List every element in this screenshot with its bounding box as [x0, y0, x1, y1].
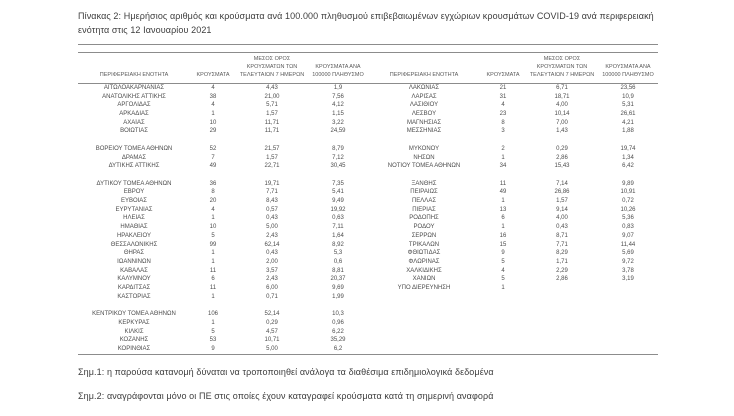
table-row — [78, 154, 658, 163]
avg7-cell: 0,29 — [266, 319, 278, 326]
covid-table-body — [78, 83, 658, 354]
per100k-cell: 9,72 — [622, 258, 634, 265]
region-name-cell: ΗΛΕΙΑΣ — [123, 215, 145, 222]
avg7-cell: 62,14 — [264, 241, 280, 248]
cases-cell: 34 — [499, 163, 507, 170]
per100k-cell: 3,22 — [332, 119, 344, 126]
avg7-cell: 2,43 — [266, 232, 278, 239]
table-row — [78, 197, 658, 206]
per100k-cell: 3,78 — [622, 267, 634, 274]
avg7-cell: 4,57 — [266, 328, 278, 335]
region-name-cell: ΚΙΛΚΙΣ — [124, 328, 144, 335]
cases-cell: 1 — [501, 285, 505, 292]
cases-cell — [190, 301, 236, 310]
avg7-cell — [526, 171, 598, 180]
avg7-cell: 2,86 — [556, 154, 568, 161]
table-row — [78, 127, 658, 136]
per100k-cell: 0,72 — [622, 198, 634, 205]
cases-cell — [480, 310, 526, 319]
cases-cell: 1 — [211, 319, 215, 326]
cases-cell: 4 — [501, 102, 505, 109]
avg7-cell: 7,14 — [556, 180, 568, 187]
cases-cell — [190, 136, 236, 145]
region-name-cell: ΛΑΡΙΣΑΣ — [411, 93, 437, 100]
cases-cell: 6 — [501, 215, 505, 222]
avg7-cell — [526, 328, 598, 337]
avg7-cell — [236, 171, 308, 180]
per100k-cell: 1,9 — [333, 84, 343, 91]
per100k-cell: 5,31 — [622, 102, 634, 109]
per100k-cell: 8,92 — [332, 241, 344, 248]
cases-cell: 11 — [209, 285, 217, 292]
per100k-cell: 1,15 — [332, 111, 344, 118]
avg7-cell: 8,71 — [556, 232, 568, 239]
avg7-cell: 11,71 — [264, 128, 280, 135]
per100k-cell: 0,83 — [622, 224, 634, 231]
region-name-cell: ΕΥΒΟΙΑΣ — [120, 198, 148, 205]
per100k-cell: 24,59 — [330, 128, 346, 135]
table-row — [78, 206, 658, 215]
region-name-cell: ΜΕΣΣΗΝΙΑΣ — [406, 128, 442, 135]
avg7-cell — [526, 284, 598, 293]
cases-cell: 8 — [211, 189, 215, 196]
per100k-cell: 6,42 — [622, 163, 634, 170]
region-name-cell: ΘΗΡΑΣ — [123, 250, 145, 257]
avg7-cell: 11,71 — [264, 119, 280, 126]
region-name-cell: ΗΡΑΚΛΕΙΟΥ — [116, 232, 152, 239]
cases-cell: 2 — [501, 145, 505, 152]
region-name-cell: ΚΑΛΥΜΝΟΥ — [117, 276, 151, 283]
region-name-cell: ΑΧΑΪΑΣ — [123, 119, 145, 126]
region-name-cell: ΡΟΔΟΥ — [413, 224, 435, 231]
cases-cell: 9 — [501, 250, 505, 257]
cases-cell: 6 — [211, 276, 215, 283]
region-name-cell — [368, 136, 480, 145]
per100k-cell: 7,35 — [332, 180, 344, 187]
region-name-cell — [368, 328, 480, 337]
cases-cell: 4 — [501, 267, 505, 274]
cases-cell: 23 — [499, 111, 507, 118]
avg7-cell: 3,57 — [266, 267, 278, 274]
region-name-cell — [78, 171, 190, 180]
cases-cell — [480, 345, 526, 354]
per100k-cell — [598, 328, 658, 337]
avg7-cell: 5,71 — [266, 102, 278, 109]
avg7-cell: 8,43 — [266, 198, 278, 205]
cases-cell: 4 — [211, 206, 215, 213]
region-name-cell: ΡΟΔΟΠΗΣ — [409, 215, 439, 222]
avg7-cell: 7,00 — [556, 119, 568, 126]
avg7-cell: 9,14 — [556, 206, 568, 213]
avg7-cell: 4,00 — [556, 215, 568, 222]
region-name-cell: ΞΑΝΘΗΣ — [411, 180, 437, 187]
avg7-cell: 2,00 — [266, 258, 278, 265]
avg7-cell — [526, 136, 598, 145]
avg7-cell: 0,57 — [266, 206, 278, 213]
avg7-cell — [526, 345, 598, 354]
header-region-right: ΠΕΡΙΦΕΡΕΙΑΚΗ ΕΝΟΤΗΤΑ — [368, 53, 480, 84]
cases-cell: 8 — [501, 119, 505, 126]
header-cases-left: ΚΡΟΥΣΜΑΤΑ — [190, 53, 236, 84]
region-name-cell: ΗΜΑΘΙΑΣ — [120, 224, 148, 231]
cases-cell: 99 — [209, 241, 217, 248]
header-avg7-left: ΜΕΣΟΣ ΟΡΟΣ ΚΡΟΥΣΜΑΤΩΝ ΤΩΝ ΤΕΛΕΥΤΑΙΩΝ 7 ΗΜΕΡΩΝ — [236, 53, 308, 84]
per100k-cell: 4,12 — [332, 102, 344, 109]
header-cases-right: ΚΡΟΥΣΜΑΤΑ — [480, 53, 526, 84]
footnote-2: Σημ.2: αναγράφονται μόνο οι ΠΕ στις οποίες έχουν καταγραφεί κρούσματα κατά τη σημερινή αναφορά — [78, 390, 494, 401]
avg7-cell — [526, 319, 598, 328]
per100k-cell: 0,96 — [332, 319, 344, 326]
cases-cell: 31 — [499, 93, 507, 100]
avg7-cell: 7,71 — [556, 241, 568, 248]
per100k-cell: 7,12 — [332, 154, 344, 161]
cases-cell: 9 — [211, 346, 215, 352]
table-row — [78, 136, 658, 145]
table-row — [78, 328, 658, 337]
avg7-cell: 0,43 — [556, 224, 568, 231]
cases-cell: 49 — [209, 163, 217, 170]
avg7-cell: 1,71 — [556, 258, 568, 265]
cases-cell: 1 — [211, 293, 215, 300]
table-row — [78, 162, 658, 171]
cases-cell: 11 — [209, 267, 217, 274]
region-name-cell: ΔΡΑΜΑΣ — [121, 154, 147, 161]
table-row — [78, 241, 658, 250]
table-row — [78, 180, 658, 189]
avg7-cell: 2,43 — [266, 276, 278, 283]
cases-cell — [480, 336, 526, 345]
avg7-cell: 0,43 — [266, 215, 278, 222]
page-title: Πίνακας 2: Ημερήσιος αριθμός και κρούσματα ανά 100.000 πληθυσμού επιβεβαιωμένων εγχώριων κρουσμάτων COVID-19 ανά περιφερειακή ενότητα στις 12 Ιανουαρίου 2021 — [78, 11, 654, 35]
cases-cell: 5 — [501, 276, 505, 283]
region-name-cell: ΘΕΣΣΑΛΟΝΙΚΗΣ — [110, 241, 158, 248]
cases-cell — [480, 293, 526, 302]
cases-cell: 1 — [211, 111, 215, 118]
cases-cell — [480, 136, 526, 145]
avg7-cell: 0,43 — [266, 250, 278, 257]
region-name-cell: ΑΡΓΟΛΙΔΑΣ — [117, 102, 151, 109]
avg7-cell: 1,57 — [266, 111, 278, 118]
cases-cell: 15 — [499, 241, 507, 248]
header-per100k-left: ΚΡΟΥΣΜΑΤΑ ΑΝΑ 100000 ΠΛΗΘΥΣΜΟ — [308, 53, 368, 84]
cases-cell: 52 — [209, 145, 217, 152]
per100k-cell: 9,69 — [332, 285, 344, 292]
table-row — [78, 319, 658, 328]
per100k-cell: 7,56 — [332, 93, 344, 100]
region-name-cell: ΧΑΝΙΩΝ — [412, 276, 436, 283]
cases-cell: 1 — [501, 154, 505, 161]
per100k-cell: 9,49 — [332, 198, 344, 205]
cases-cell: 3 — [501, 128, 505, 135]
per100k-cell: 9,07 — [622, 232, 634, 239]
region-name-cell: ΣΕΡΡΩΝ — [411, 232, 437, 239]
per100k-cell: 0,63 — [332, 215, 344, 222]
table-row — [78, 301, 658, 310]
region-name-cell — [368, 301, 480, 310]
per100k-cell — [598, 293, 658, 302]
region-name-cell: ΠΕΙΡΑΙΩΣ — [410, 189, 438, 196]
cases-cell: 1 — [501, 198, 505, 205]
region-name-cell: ΛΑΚΩΝΙΑΣ — [408, 84, 440, 91]
per100k-cell: 20,37 — [330, 276, 346, 283]
region-name-cell: ΝΗΣΩΝ — [413, 154, 435, 161]
avg7-cell — [526, 336, 598, 345]
per100k-cell: 5,41 — [332, 189, 344, 196]
cases-cell: 36 — [209, 180, 217, 187]
cases-cell: 21 — [499, 84, 507, 91]
avg7-cell — [236, 136, 308, 145]
cases-cell: 1 — [211, 250, 215, 257]
table-row — [78, 310, 658, 319]
table-row — [78, 188, 658, 197]
cases-cell — [190, 171, 236, 180]
cases-cell: 13 — [499, 206, 507, 213]
region-name-cell: ΚΑΡΔΙΤΣΑΣ — [117, 285, 151, 292]
avg7-cell: 8,29 — [556, 250, 568, 257]
table-row — [78, 267, 658, 276]
avg7-cell: 4,00 — [556, 102, 568, 109]
cases-cell: 1 — [501, 224, 505, 231]
avg7-cell: 21,00 — [264, 93, 280, 100]
per100k-cell — [598, 301, 658, 310]
avg7-cell: 0,71 — [266, 293, 278, 300]
region-name-cell: ΕΥΡΥΤΑΝΙΑΣ — [115, 206, 153, 213]
cases-cell — [480, 319, 526, 328]
per100k-cell — [598, 171, 658, 180]
avg7-cell: 2,86 — [556, 276, 568, 283]
cases-cell: 20 — [209, 198, 217, 205]
per100k-cell: 4,21 — [622, 119, 634, 126]
per100k-cell — [598, 310, 658, 319]
header-per100k-right: ΚΡΟΥΣΜΑΤΑ ΑΝΑ 100000 ΠΛΗΘΥΣΜΟ — [598, 53, 658, 84]
region-name-cell — [78, 301, 190, 310]
region-name-cell: ΧΑΛΚΙΔΙΚΗΣ — [406, 267, 442, 274]
per100k-cell: 8,81 — [332, 267, 344, 274]
cases-cell — [480, 301, 526, 310]
region-name-cell: ΤΡΙΚΑΛΩΝ — [408, 241, 440, 248]
region-name-cell: ΦΘΙΩΤΙΔΑΣ — [407, 250, 441, 257]
table-row — [78, 275, 658, 284]
table-header-row — [78, 53, 658, 84]
cases-cell: 5 — [211, 232, 215, 239]
per100k-cell: 23,56 — [620, 84, 636, 91]
table-row — [78, 101, 658, 110]
region-name-cell: ΚΟΖΑΝΗΣ — [119, 337, 149, 344]
per100k-cell — [308, 136, 368, 145]
per100k-cell: 35,29 — [330, 337, 346, 344]
avg7-cell — [236, 301, 308, 310]
per100k-cell: 10,3 — [332, 311, 344, 318]
region-name-cell — [368, 310, 480, 319]
region-name-cell: ΜΑΓΝΗΣΙΑΣ — [406, 119, 442, 126]
per100k-cell: 7,11 — [332, 224, 344, 231]
per100k-cell: 30,45 — [330, 163, 346, 170]
per100k-cell: 8,79 — [332, 145, 344, 152]
header-avg7-right: ΜΕΣΟΣ ΟΡΟΣ ΚΡΟΥΣΜΑΤΩΝ ΤΩΝ ΤΕΛΕΥΤΑΙΩΝ 7 ΗΜΕΡΩΝ — [526, 53, 598, 84]
avg7-cell: 15,43 — [554, 163, 570, 170]
per100k-cell: 5,69 — [622, 250, 634, 257]
cases-cell: 49 — [499, 189, 507, 196]
cases-cell — [480, 328, 526, 337]
per100k-cell: 10,91 — [620, 189, 636, 196]
region-name-cell — [78, 136, 190, 145]
table-row — [78, 232, 658, 241]
cases-cell: 29 — [209, 128, 217, 135]
report-page — [78, 9, 658, 401]
per100k-cell: 1,34 — [622, 154, 634, 161]
cases-cell: 10 — [209, 224, 217, 231]
per100k-cell — [308, 171, 368, 180]
per100k-cell: 3,19 — [622, 276, 634, 283]
per100k-cell: 19,74 — [620, 145, 636, 152]
avg7-cell: 18,71 — [554, 93, 570, 100]
avg7-cell: 6,71 — [556, 84, 568, 91]
region-name-cell — [368, 293, 480, 302]
region-name-cell: ΑΙΤΩΛΟΑΚΑΡΝΑΝΙΑΣ — [103, 84, 165, 91]
region-name-cell: ΑΡΚΑΔΙΑΣ — [119, 111, 149, 118]
per100k-cell: 6,22 — [332, 328, 344, 335]
region-name-cell: ΚΑΒΑΛΑΣ — [120, 267, 148, 274]
cases-cell: 5 — [211, 328, 215, 335]
cases-cell: 5 — [501, 258, 505, 265]
per100k-cell: 19,92 — [330, 206, 346, 213]
per100k-cell: 11,44 — [620, 241, 636, 248]
region-name-cell: ΛΕΣΒΟΥ — [411, 111, 437, 118]
per100k-cell: 0,6 — [333, 258, 343, 265]
avg7-cell: 7,71 — [266, 189, 278, 196]
region-name-cell: ΜΥΚΟΝΟΥ — [408, 145, 440, 152]
per100k-cell — [598, 319, 658, 328]
region-name-cell: ΚΕΡΚΥΡΑΣ — [118, 319, 150, 326]
table-row — [78, 293, 658, 302]
avg7-cell — [526, 310, 598, 319]
table-row — [78, 249, 658, 258]
avg7-cell: 21,57 — [264, 145, 280, 152]
per100k-cell: 10,26 — [620, 206, 636, 213]
avg7-cell: 52,14 — [264, 311, 280, 318]
region-name-cell: ΠΙΕΡΙΑΣ — [412, 206, 436, 213]
avg7-cell: 2,29 — [556, 267, 568, 274]
region-name-cell: ΥΠΟ ΔΙΕΡΕΥΝΗΣΗ — [397, 285, 451, 292]
cases-cell: 1 — [211, 215, 215, 222]
per100k-cell: 1,64 — [332, 232, 344, 239]
avg7-cell: 1,57 — [556, 198, 568, 205]
per100k-cell — [598, 284, 658, 293]
region-name-cell: ΝΟΤΙΟΥ ΤΟΜΕΑ ΑΘΗΝΩΝ — [387, 163, 461, 170]
per100k-cell — [308, 301, 368, 310]
cases-cell: 7 — [211, 154, 215, 161]
avg7-cell: 5,00 — [266, 346, 278, 352]
region-name-cell: ΒΟΡΕΙΟΥ ΤΟΜΕΑ ΑΘΗΝΩΝ — [95, 145, 173, 152]
avg7-cell — [526, 293, 598, 302]
table-row — [78, 258, 658, 267]
avg7-cell: 10,71 — [264, 337, 280, 344]
region-name-cell: ΚΕΝΤΡΙΚΟΥ ΤΟΜΕΑ ΑΘΗΝΩΝ — [92, 311, 176, 318]
cases-cell: 106 — [207, 311, 218, 318]
table-row — [78, 110, 658, 119]
region-name-cell — [368, 336, 480, 345]
table-row — [78, 223, 658, 232]
avg7-cell: 1,57 — [266, 154, 278, 161]
region-name-cell: ΚΑΣΤΟΡΙΑΣ — [117, 293, 151, 300]
per100k-cell: 5,3 — [333, 250, 343, 257]
table-row — [78, 145, 658, 154]
avg7-cell: 0,29 — [556, 145, 568, 152]
per100k-cell: 1,99 — [332, 293, 344, 300]
region-name-cell — [368, 345, 480, 354]
covid-region-table — [78, 52, 658, 355]
avg7-cell: 6,00 — [266, 285, 278, 292]
region-name-cell — [368, 319, 480, 328]
region-name-cell: ΠΕΛΛΑΣ — [411, 198, 437, 205]
table-row — [78, 284, 658, 293]
footnote-1: Σημ.1: η παρούσα κατανομή δύναται να τροποποιηθεί ανάλογα τα διαθέσιμα επιδημιολογικά δεδομένα — [78, 366, 494, 377]
table-row — [78, 214, 658, 223]
per100k-cell: 26,61 — [620, 111, 636, 118]
per100k-cell: 5,36 — [622, 215, 634, 222]
table-row — [78, 83, 658, 92]
per100k-cell — [598, 336, 658, 345]
avg7-cell: 26,86 — [554, 189, 570, 196]
table-row — [78, 345, 658, 354]
region-name-cell: ΑΝΑΤΟΛΙΚΗΣ ΑΤΤΙΚΗΣ — [102, 93, 166, 100]
cases-cell: 4 — [211, 102, 215, 109]
cases-cell: 10 — [209, 119, 217, 126]
cases-cell: 11 — [499, 180, 507, 187]
region-name-cell: ΦΛΩΡΙΝΑΣ — [408, 258, 440, 265]
cases-cell: 1 — [211, 258, 215, 265]
region-name-cell: ΒΟΙΩΤΙΑΣ — [120, 128, 148, 135]
per100k-cell: 9,89 — [622, 180, 634, 187]
cases-cell: 38 — [209, 93, 217, 100]
region-name-cell: ΔΥΤΙΚΗΣ ΑΤΤΙΚΗΣ — [108, 163, 160, 170]
avg7-cell: 19,71 — [264, 180, 280, 187]
region-name-cell: ΚΟΡΙΝΘΙΑΣ — [117, 346, 151, 352]
avg7-cell: 10,14 — [554, 111, 570, 118]
avg7-cell: 22,71 — [264, 163, 280, 170]
table-row — [78, 336, 658, 345]
region-name-cell: ΙΩΑΝΝΙΝΩΝ — [117, 258, 151, 265]
cases-cell — [480, 171, 526, 180]
per100k-cell — [598, 136, 658, 145]
avg7-cell: 1,43 — [556, 128, 568, 135]
avg7-cell: 4,43 — [266, 84, 278, 91]
per100k-cell: 6,2 — [333, 346, 343, 352]
per100k-cell: 1,88 — [622, 128, 634, 135]
table-row — [78, 171, 658, 180]
per100k-cell: 10,9 — [622, 93, 634, 100]
header-region-left: ΠΕΡΙΦΕΡΕΙΑΚΗ ΕΝΟΤΗΤΑ — [78, 53, 190, 84]
covid-table-wrap — [78, 44, 658, 355]
region-name-cell: ΛΑΣΙΘΙΟΥ — [409, 102, 439, 109]
table-row — [78, 119, 658, 128]
avg7-cell — [526, 301, 598, 310]
region-name-cell: ΕΒΡΟΥ — [123, 189, 145, 196]
cases-cell: 4 — [211, 84, 215, 91]
cases-cell: 53 — [209, 337, 217, 344]
cases-cell: 16 — [499, 232, 507, 239]
avg7-cell: 5,00 — [266, 224, 278, 231]
table-row — [78, 93, 658, 102]
per100k-cell — [598, 345, 658, 354]
region-name-cell — [368, 171, 480, 180]
region-name-cell: ΔΥΤΙΚΟΥ ΤΟΜΕΑ ΑΘΗΝΩΝ — [96, 180, 172, 187]
